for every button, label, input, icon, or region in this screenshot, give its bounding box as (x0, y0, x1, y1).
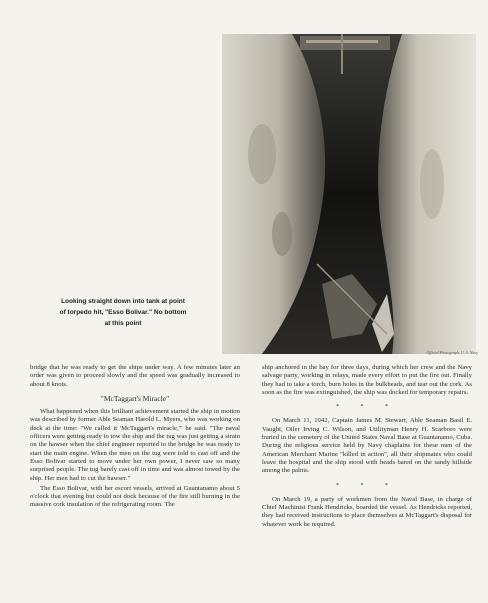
section-divider: * * * (336, 482, 398, 489)
tank-photo-image (222, 34, 476, 354)
caption-line: at this point (104, 320, 142, 327)
left-column (30, 364, 240, 510)
caption-line: Looking straight down into tank at point (61, 298, 185, 305)
caption-line: of torpedo hit, "Esso Bolivar." No bottom (59, 309, 187, 316)
photo-caption (28, 296, 218, 329)
paragraph: What happened when this brilliant achievement started the ship in motion was described by former Able Seaman Harold L. Myers, who was working on deck at the time: "We called it 'McTaggart's miracle,'" he said. "The naval officers were getting ready to tow the ship and the tug was just getting a strain on the hawser when the chief engineer reported to the bridge he was ready to start the main engine. When the men on the tug were told to cast off and the Esso Bolivar started to move under her own power, I never saw so many surprised people. The tug barely cast off in time and was almost towed by the ship. Her men had to cut the hawser." (30, 408, 240, 482)
paragraph: The Esso Bolivar, with her escort vessels, arrived at Guantanamo about 5 o'clock that evening but could not dock because of the fire still burning in the massive cork insulation of the refrigerating room. The (30, 484, 240, 509)
tank-photo (222, 34, 476, 354)
section-divider: * * * (336, 404, 398, 411)
right-column (262, 364, 472, 529)
paragraph: ship anchored in the bay for three days, during which her crew and the Navy salvage party, working in relays, made every effort to put the fire out. Finally they had to take a torch, burn holes in the bulkheads, and tear out the cork. As soon as the fire was extinguished, the ship was docked for temporary repairs. (262, 364, 472, 396)
paragraph: On March 19, a party of workmen from the Naval Base, in charge of Chief Machinist Frank Hendricks, boarded the vessel. As Hendricks reported, they had received instructions to place themselves at McTaggart's disposal for whatever work he required. (262, 495, 472, 528)
section-subhead: "McTaggart's Miracle" (100, 393, 170, 403)
paragraph: bridge that he was ready to get the ships under way. A few minutes later an order was given to proceed slowly and the speed was gradually increased to about 8 knots. (30, 364, 240, 388)
photo-credit: Official Photograph, U. S. Navy (426, 350, 478, 355)
paragraph: On March 11, 1942, Captain James M. Stewart, Able Seaman Basil E. Vaught, Oiler Irving C. Wilson, and Utilityman Henry H. Scarboro were buried in the cemetery of the United States Naval Base at Guantanamo, Cuba. During the religious service held by Navy chaplains for these men of the American Merchant Marine "killed in action", all their shipmates who could leave the hospital and the ship stood with heads bared on the sandy hillside among the palms. (262, 417, 472, 475)
